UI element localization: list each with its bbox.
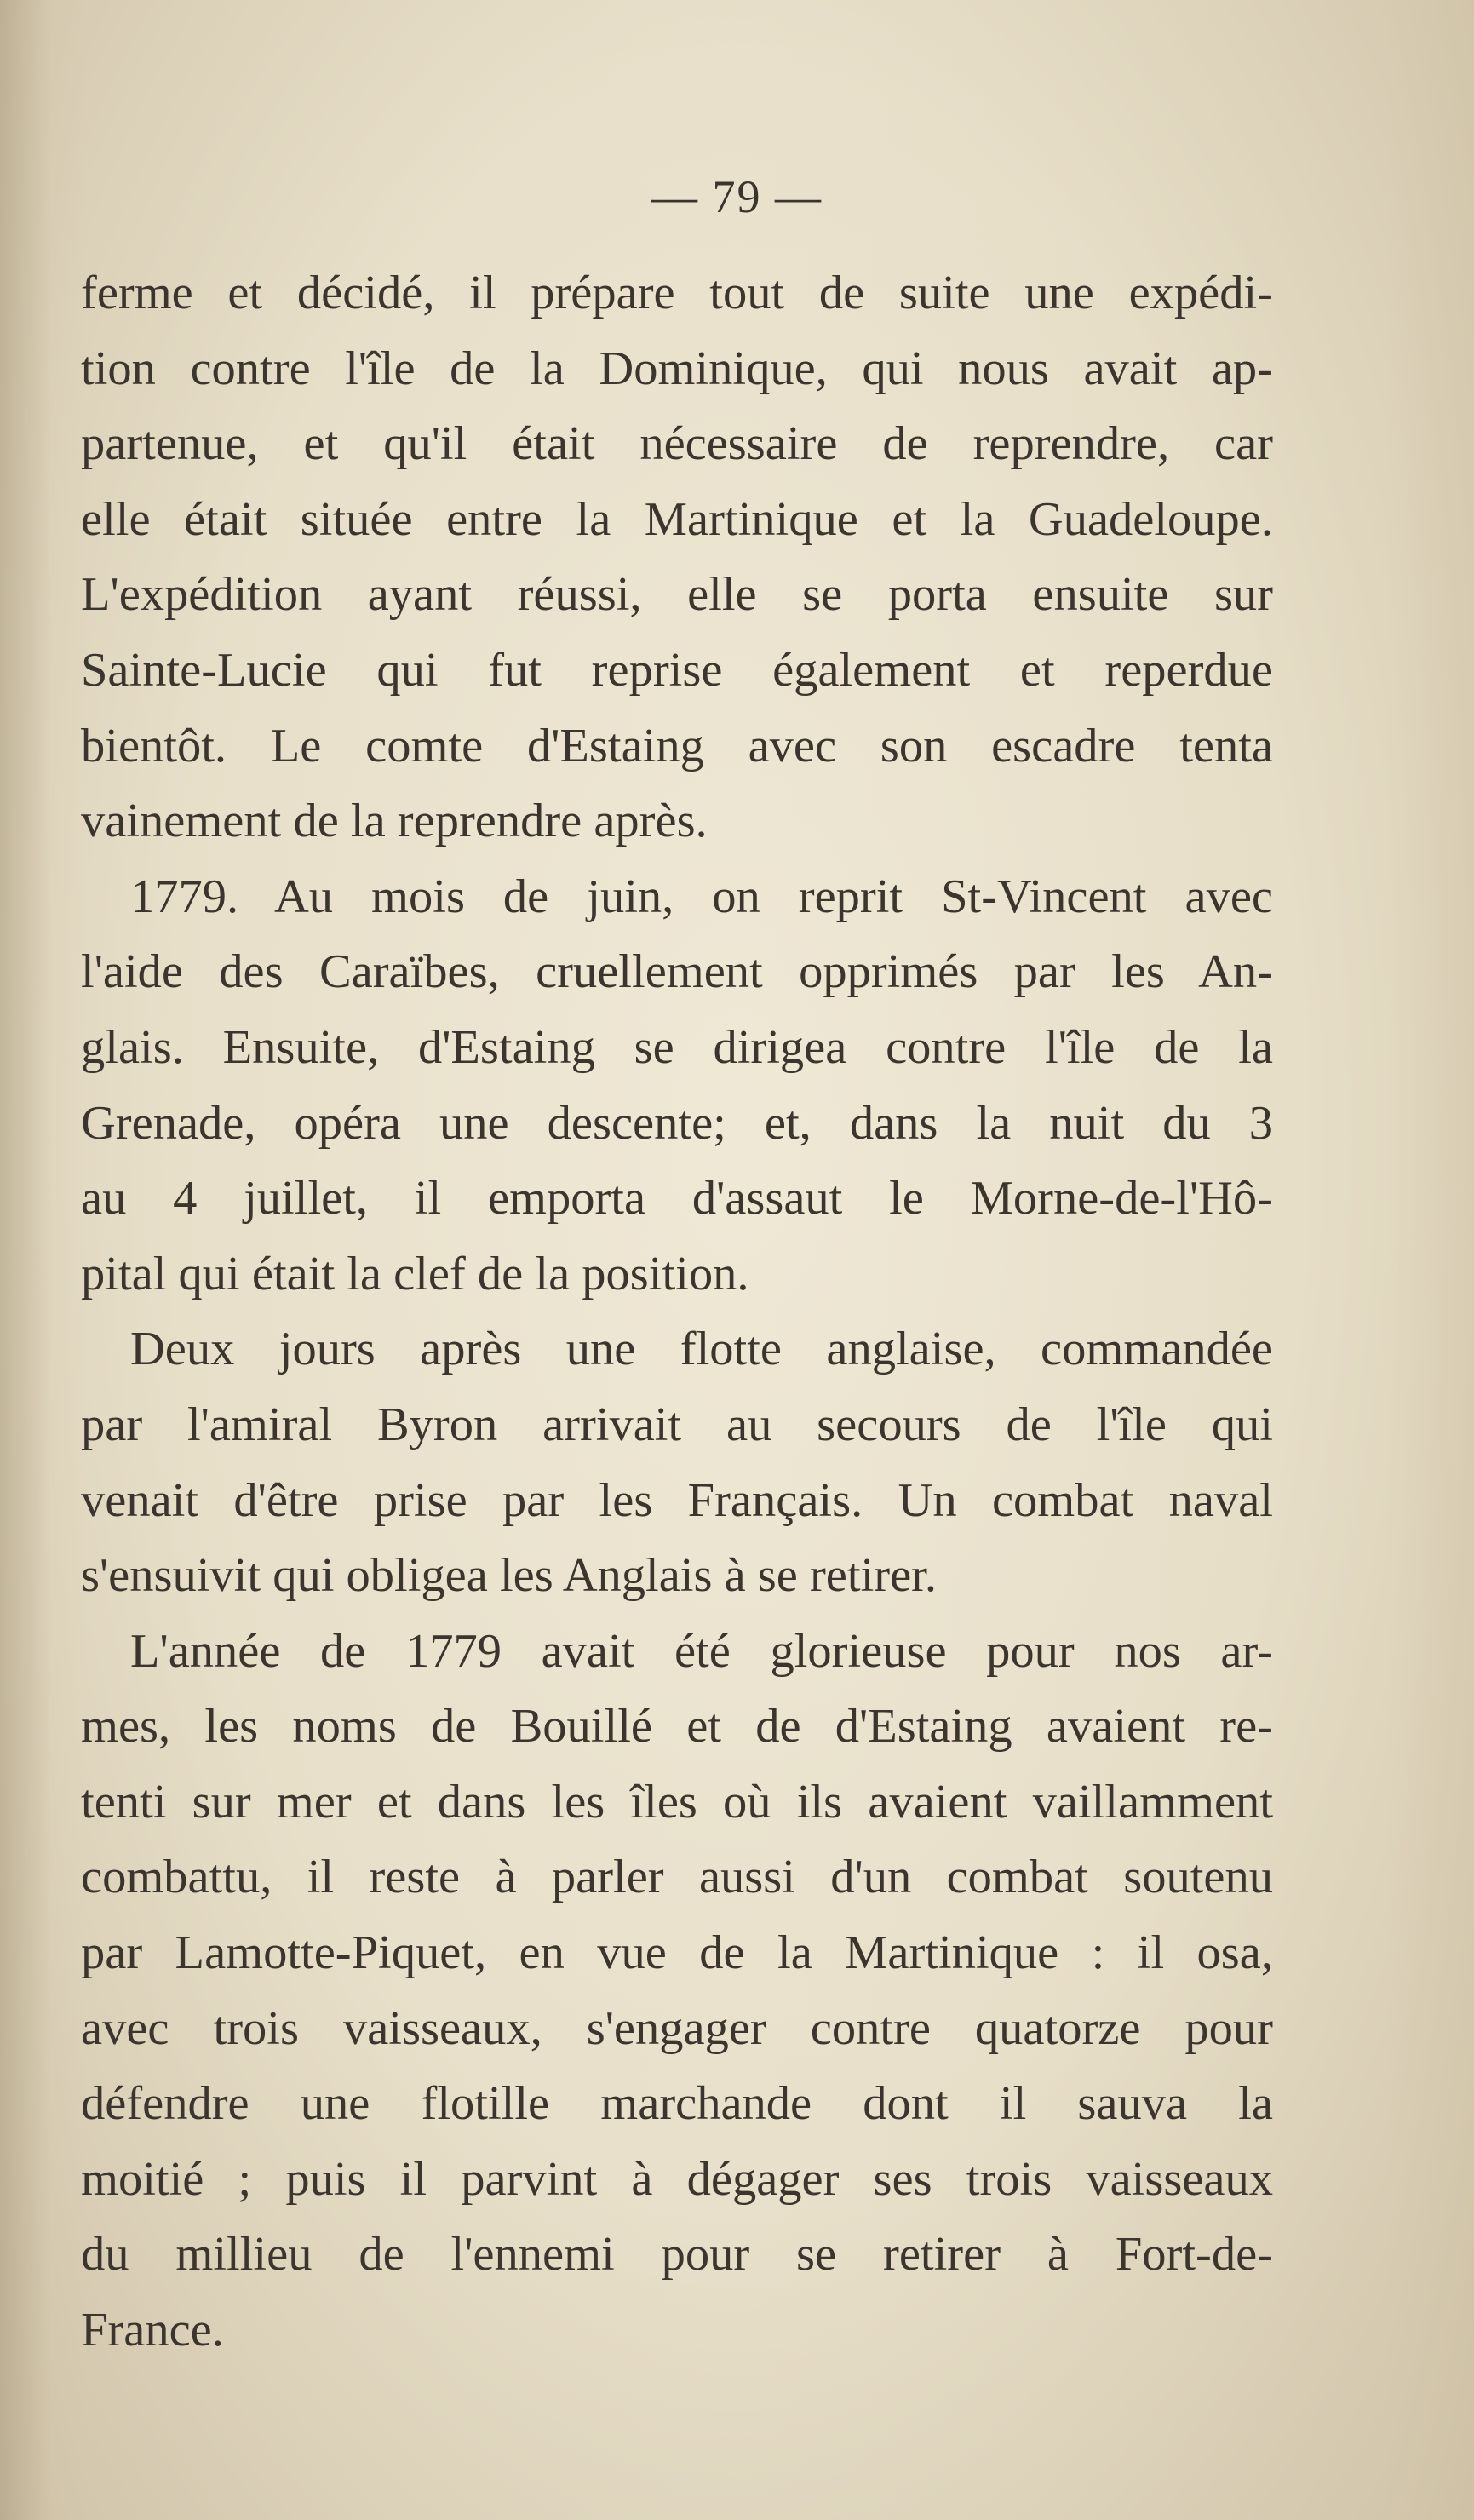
text-line: moitié ; puis il parvint à dégager ses trois vaisseaux [81, 2152, 1273, 2206]
body-text [81, 255, 1273, 2368]
paragraph [81, 255, 1273, 859]
text-line: 1779. Au mois de juin, on reprit St-Vincent avec [130, 870, 1273, 923]
text-line: du millieu de l'ennemi pour se retirer à Fort-de- [81, 2228, 1273, 2282]
text-line: France. [81, 2304, 224, 2357]
text-line: tenti sur mer et dans les îles où ils avaient vaillamment [81, 1775, 1273, 1828]
text-line: glais. Ensuite, d'Estaing se dirigea contre l'île de la [81, 1020, 1273, 1074]
text-line: L'année de 1779 avait été glorieuse pour nos ar- [130, 1624, 1273, 1678]
text-line: par l'amiral Byron arrivait au secours de l'île qui [81, 1398, 1273, 1451]
text-line: partenue, et qu'il était nécessaire de reprendre, car [81, 417, 1273, 471]
text-line: Deux jours après une flotte anglaise, commandée [130, 1323, 1273, 1376]
text-line: au 4 juillet, il emporta d'assaut le Morne-de-l'Hô- [81, 1172, 1273, 1226]
text-line: combattu, il reste à parler aussi d'un combat soutenu [81, 1851, 1273, 1904]
text-line: ferme et décidé, il prépare tout de suite une expédi- [81, 267, 1273, 319]
text-line: s'ensuivit qui obligea les Anglais à se retirer. [81, 1549, 937, 1603]
text-line: tion contre l'île de la Dominique, qui nous avait ap- [81, 342, 1273, 395]
paragraph [81, 1312, 1273, 1613]
text-line: mes, les noms de Bouillé et de d'Estaing avaient re- [81, 1700, 1273, 1754]
text-line: Grenade, opéra une descente; et, dans la nuit du 3 [81, 1096, 1273, 1150]
text-line: elle était située entre la Martinique et la Guadeloupe. [81, 492, 1273, 546]
text-line: vainement de la reprendre après. [81, 795, 708, 848]
text-line: avec trois vaisseaux, s'engager contre quatorze pour [81, 2001, 1273, 2055]
text-line: Sainte-Lucie qui fut reprise également et reperdue [81, 643, 1273, 697]
text-line: L'expédition ayant réussi, elle se porta ensuite sur [81, 568, 1273, 622]
text-line: l'aide des Caraïbes, cruellement opprimés par les An- [81, 945, 1273, 999]
text-line: par Lamotte-Piquet, en vue de la Martinique : il osa, [81, 1926, 1273, 1980]
text-line: défendre une flotille marchande dont il sauva la [81, 2077, 1273, 2131]
page-edge-shadow [0, 0, 51, 2520]
text-line: bientôt. Le comte d'Estaing avec son escadre tenta [81, 719, 1273, 772]
text-line: pital qui était la clef de la position. [81, 1247, 749, 1300]
paragraph [81, 1614, 1273, 2368]
text-line: venait d'être prise par les Français. Un combat naval [81, 1473, 1273, 1527]
paragraph [81, 859, 1273, 1312]
page-number: — 79 — [651, 171, 823, 222]
